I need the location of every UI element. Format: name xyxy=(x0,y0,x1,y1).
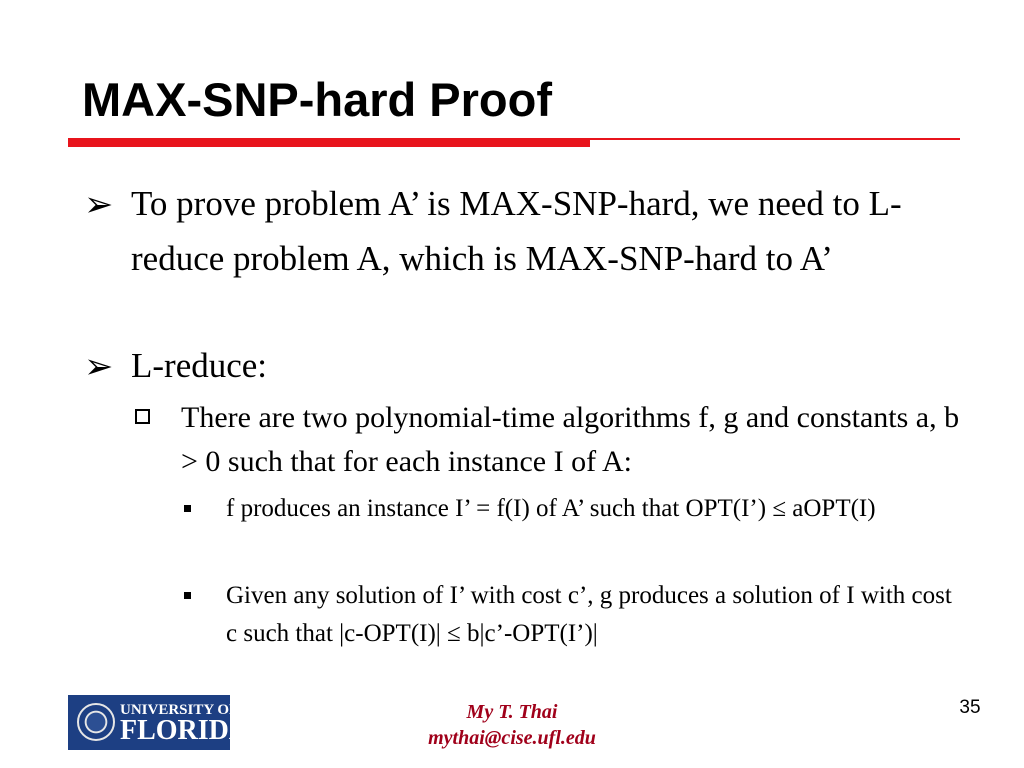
footer-author: My T. Thai xyxy=(466,701,558,723)
sub-sub-bullet-text: f produces an instance I’ = f(I) of A’ such that OPT(I’) ≤ aOPT(I) xyxy=(226,495,876,522)
slide-title: MAX-SNP-hard Proof xyxy=(82,73,552,126)
page-number: 35 xyxy=(959,697,981,718)
logo-text-line2: FLORIDA xyxy=(120,715,250,746)
university-of-florida-logo xyxy=(68,695,250,750)
footer-email: mythai@cise.ufl.edu xyxy=(428,727,596,749)
sub-sub-bullet-text: Given any solution of I’ with cost c’, g produces a solution of I with cost c such that |c-OPT(I)| ≤ b|c’-OPT(I’)| xyxy=(226,582,952,647)
arrow-bullet-icon: ➢ xyxy=(84,185,114,224)
bullet-text: To prove problem A’ is MAX-SNP-hard, we need to L-reduce problem A, which is MAX-SNP-hard to A’ xyxy=(131,184,902,278)
title-divider-thick xyxy=(68,138,590,147)
logo-text-line1: UNIVERSITY OF xyxy=(120,702,239,718)
square-bullet-icon xyxy=(184,592,191,599)
title-divider-thin xyxy=(590,138,960,140)
university-seal-icon xyxy=(77,703,115,741)
checkbox-bullet-icon xyxy=(135,409,150,424)
sub-bullet-text: There are two polynomial-time algorithms f, g and constants a, b > 0 such that for each instance I of A: xyxy=(181,401,960,478)
arrow-bullet-icon: ➢ xyxy=(84,347,114,386)
square-bullet-icon xyxy=(184,505,191,512)
bullet-text: L-reduce: xyxy=(131,346,268,385)
